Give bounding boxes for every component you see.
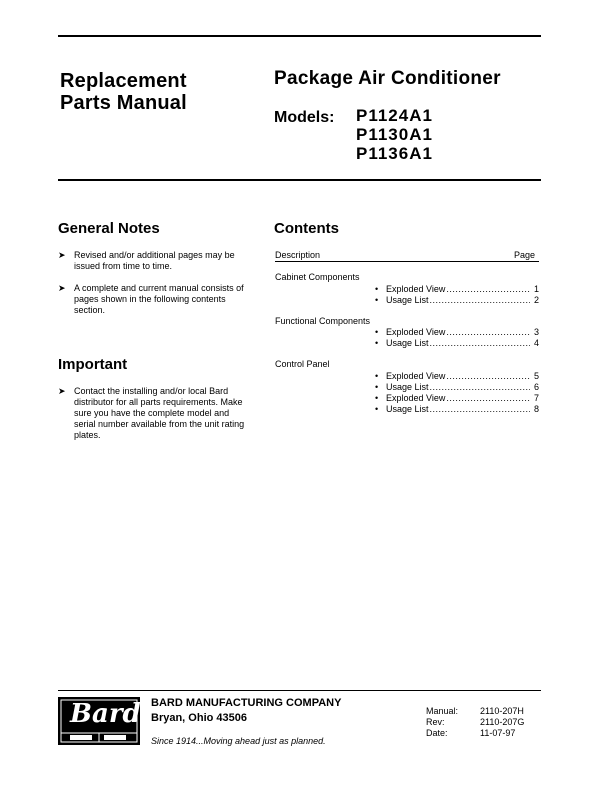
contents-group-label: Cabinet Components bbox=[275, 272, 360, 282]
contents-heading: Contents bbox=[274, 220, 339, 237]
dot-leader bbox=[446, 284, 530, 295]
contents-row-label: Exploded View bbox=[386, 327, 446, 337]
bullet-icon: • bbox=[375, 295, 379, 305]
important-heading: Important bbox=[58, 356, 128, 373]
contents-group-label: Functional Components bbox=[275, 316, 371, 326]
general-notes-heading: General Notes bbox=[58, 220, 160, 237]
top-rule bbox=[58, 35, 541, 37]
important-item bbox=[58, 386, 248, 441]
contents-row[interactable] bbox=[375, 404, 539, 415]
date-label: Date: bbox=[426, 728, 448, 738]
contents-row-label: Usage List bbox=[386, 404, 429, 414]
header-bottom-rule bbox=[58, 179, 541, 181]
important-text: Contact the installing and/or local Bard distributor for all parts requirements. Make sure you have the complete model and serial number available from the unit rating plates. bbox=[74, 386, 245, 440]
footer-rule bbox=[58, 690, 541, 691]
contents-row-label: Usage List bbox=[386, 338, 429, 348]
models-label: Models: bbox=[274, 109, 335, 126]
rev-value: 2110-207G bbox=[480, 717, 525, 727]
contents-row-label: Usage List bbox=[386, 382, 429, 392]
bullet-icon: • bbox=[375, 382, 379, 392]
dot-leader bbox=[430, 295, 530, 306]
arrow-bullet-icon: ➤ bbox=[58, 386, 66, 396]
company-city: Bryan, Ohio 43506 bbox=[151, 712, 247, 724]
note-item bbox=[58, 283, 248, 316]
manual-value: 2110-207H bbox=[480, 706, 524, 716]
bullet-icon: • bbox=[375, 327, 379, 337]
date-value: 11-07-97 bbox=[480, 728, 516, 738]
dot-leader bbox=[430, 338, 530, 349]
bullet-icon: • bbox=[375, 371, 379, 381]
note-text: Revised and/or additional pages may be issued from time to time. bbox=[74, 250, 235, 271]
bullet-icon: • bbox=[375, 338, 379, 348]
bullet-icon: • bbox=[375, 404, 379, 414]
arrow-bullet-icon: ➤ bbox=[58, 250, 66, 260]
date-row bbox=[426, 727, 546, 739]
logo-text: Bard bbox=[70, 699, 141, 729]
bullet-icon: • bbox=[375, 284, 379, 294]
model-number: P1124A1 bbox=[356, 106, 433, 125]
contents-row-label: Exploded View bbox=[386, 393, 446, 403]
arrow-bullet-icon: ➤ bbox=[58, 283, 66, 293]
contents-header-rule bbox=[275, 261, 539, 262]
rev-label: Rev: bbox=[426, 717, 445, 727]
manual-title bbox=[60, 70, 187, 114]
contents-row-page: 7 bbox=[533, 393, 539, 403]
bard-logo bbox=[58, 697, 140, 745]
contents-row[interactable] bbox=[375, 338, 539, 349]
dot-leader bbox=[446, 327, 530, 338]
contents-group-label: Control Panel bbox=[275, 359, 330, 369]
contents-row[interactable] bbox=[375, 295, 539, 306]
model-number: P1130A1 bbox=[356, 125, 433, 144]
note-item bbox=[58, 250, 248, 272]
model-number: P1136A1 bbox=[356, 144, 433, 163]
contents-row-page: 4 bbox=[533, 338, 539, 348]
title-line-1: Replacement bbox=[60, 70, 187, 92]
dot-leader bbox=[446, 393, 530, 404]
dot-leader bbox=[430, 382, 530, 393]
contents-row-page: 6 bbox=[533, 382, 539, 392]
company-tagline: Since 1914...Moving ahead just as planned. bbox=[151, 736, 326, 746]
contents-row[interactable] bbox=[375, 284, 539, 295]
dot-leader bbox=[446, 371, 530, 382]
contents-row[interactable] bbox=[375, 393, 539, 404]
contents-row-page: 2 bbox=[533, 295, 539, 305]
contents-description-header: Description bbox=[275, 250, 321, 260]
contents-row-label: Usage List bbox=[386, 295, 429, 305]
contents-row-label: Exploded View bbox=[386, 284, 446, 294]
manual-label: Manual: bbox=[426, 706, 459, 716]
contents-row[interactable] bbox=[375, 327, 539, 338]
contents-row-label: Exploded View bbox=[386, 371, 446, 381]
dot-leader bbox=[430, 404, 530, 415]
bullet-icon: • bbox=[375, 393, 379, 403]
contents-row[interactable] bbox=[375, 371, 539, 382]
contents-page-header: Page bbox=[514, 250, 536, 260]
contents-row-page: 5 bbox=[533, 371, 539, 381]
product-title: Package Air Conditioner bbox=[274, 68, 501, 89]
contents-row[interactable] bbox=[375, 382, 539, 393]
contents-row-page: 8 bbox=[533, 404, 539, 414]
note-text: A complete and current manual consists of pages shown in the following contents section. bbox=[74, 283, 244, 315]
company-name: BARD MANUFACTURING COMPANY bbox=[151, 697, 342, 709]
contents-row-page: 1 bbox=[533, 284, 539, 294]
contents-row-page: 3 bbox=[533, 327, 539, 337]
title-line-2: Parts Manual bbox=[60, 92, 187, 114]
